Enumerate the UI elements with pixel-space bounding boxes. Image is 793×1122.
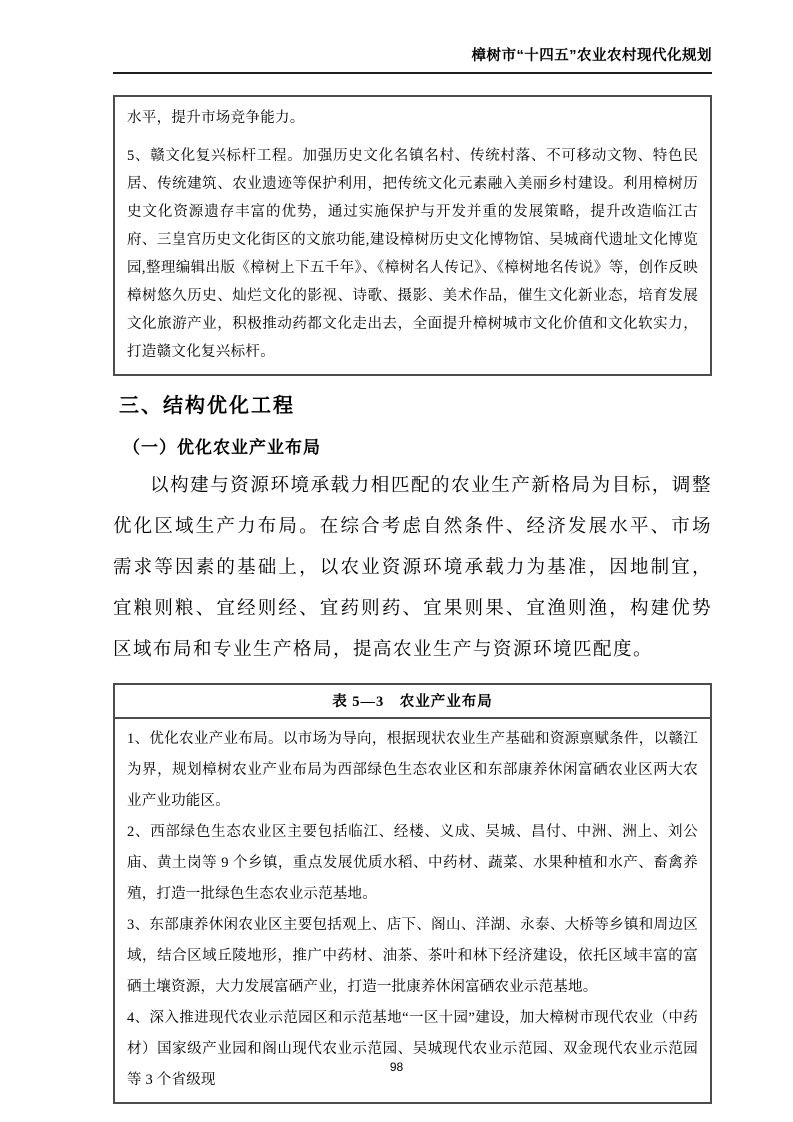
table-caption: 表 5—3 农业产业布局: [115, 685, 710, 719]
page-header: [113, 44, 712, 74]
section-heading: 三、结构优化工程: [119, 395, 295, 417]
callout-paragraph: 5、赣文化复兴标杆工程。加强历史文化名镇名村、传统村落、不可移动文物、特色民居、传统建筑、农业遗迹等保护利用，把传统文化元素融入美丽乡村建设。利用樟树历史文化资源遗存丰富的优势，通过实施保护与开发并重的发展策略，提升改造临江古府、三皇宫历史文化街区的文旅功能,建设樟树历史文化博物馆、吴城商代遗址文化博览园,整理编辑出版《樟树上下五千年》、《樟树名人传记》、《樟树地名传说》等，创作反映樟树悠久历史、灿烂文化的影视、诗歌、摄影、美术作品，催生文化新业态，培育发展文化旅游产业，积极推动药都文化走出去，全面提升樟树城市文化价值和文化软实力，打造赣文化复兴标杆。: [127, 148, 698, 360]
table-5-3: [113, 683, 712, 1104]
table-row-paragraph: 4、深入推进现代农业示范园区和示范基地“一区十园”建设，加大樟树市现代农业（中药材）国家级产业园和阁山现代农业示范园、吴城现代农业示范园、双金现代农业示范园等 3 个省级现: [127, 1010, 698, 1088]
page-footer: [0, 1060, 793, 1074]
page-header-title: 樟树市“十四五”农业农村现代化规划: [471, 48, 712, 64]
page-number: 98: [389, 1060, 404, 1074]
table-body-cell: [115, 719, 710, 1102]
culture-revival-text-box: [113, 95, 712, 376]
table-row-paragraph: 2、西部绿色生态农业区主要包括临江、经楼、义成、吴城、昌付、中洲、洲上、刘公庙、黄土岗等 9 个乡镇，重点发展优质水稻、中药材、蔬菜、水果种植和水产、畜禽养殖，打造一批绿色生态农业示范基地。: [127, 824, 698, 902]
subsection-heading: （一）优化农业产业布局: [123, 438, 321, 457]
callout-paragraph: 水平，提升市场竞争能力。: [127, 110, 305, 126]
body-paragraph: 以构建与资源环境承载力相匹配的农业生产新格局为目标，调整优化区域生产力布局。在综合考虑自然条件、经济发展水平、市场需求等因素的基础上，以农业资源环境承载力为基准，因地制宜，宜粮则粮、宜经则经、宜药则药、宜果则果、宜渔则渔，构建优势区域布局和专业生产格局，提高农业生产与资源环境匹配度。: [113, 476, 712, 660]
table-row-paragraph: 1、优化农业产业布局。以市场为导向，根据现状农业生产基础和资源禀赋条件，以赣江为界，规划樟树农业产业布局为西部绿色生态农业区和东部康养休闲富硒农业区两大农业产业功能区。: [127, 731, 698, 809]
table-row-paragraph: 3、东部康养休闲农业区主要包括观上、店下、阁山、洋湖、永泰、大桥等乡镇和周边区域，结合区域丘陵地形，推广中药材、油茶、茶叶和林下经济建设，依托区域丰富的富硒土壤资源，大力发展富硒产业，打造一批康养休闲富硒农业示范基地。: [127, 917, 698, 995]
